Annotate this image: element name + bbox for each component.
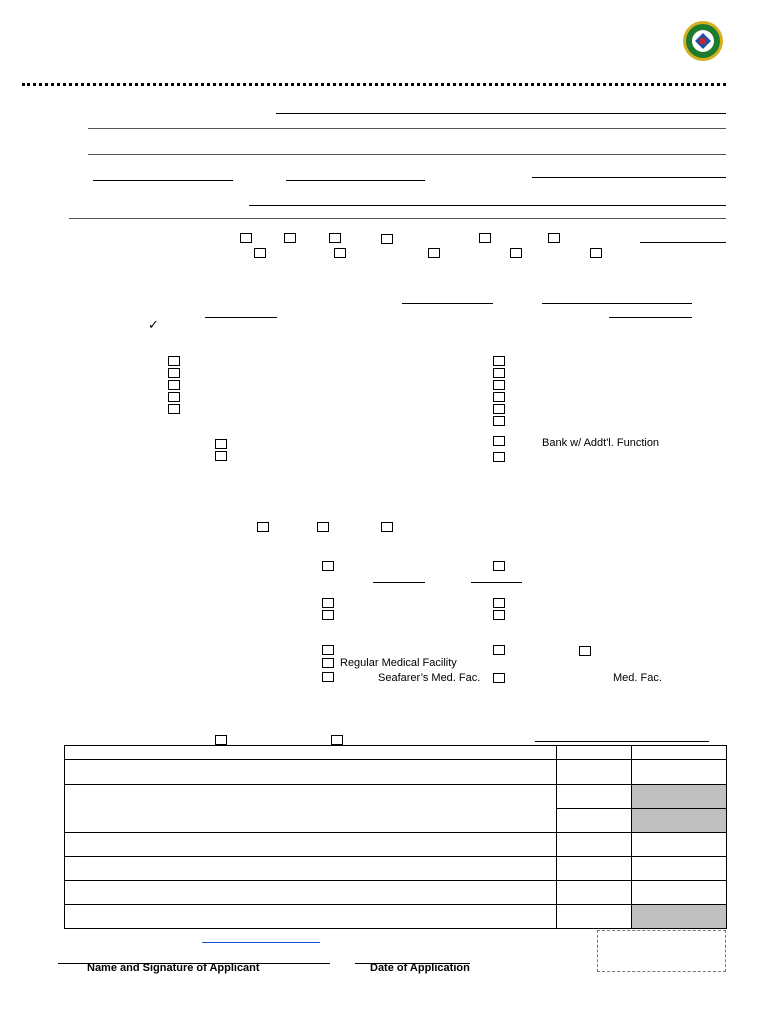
field-line-region[interactable] xyxy=(532,177,726,178)
table-cell-shaded xyxy=(632,905,727,929)
service-checkbox[interactable] xyxy=(168,404,180,414)
field-line-validity[interactable] xyxy=(542,303,692,304)
medical-checkbox[interactable] xyxy=(579,646,591,656)
classification-checkbox[interactable] xyxy=(381,234,393,244)
date-of-application-label: Date of Application xyxy=(370,962,470,974)
service-checkbox[interactable] xyxy=(215,451,227,461)
field-line-facility-name[interactable] xyxy=(276,113,726,114)
table-row xyxy=(65,905,727,929)
ownership-checkbox[interactable] xyxy=(381,522,393,532)
table-cell[interactable] xyxy=(632,760,727,785)
service-checkbox[interactable] xyxy=(493,356,505,366)
medical-checkbox[interactable] xyxy=(493,561,505,571)
medical-checkbox[interactable] xyxy=(322,561,334,571)
classification-checkbox[interactable] xyxy=(284,233,296,243)
table-cell xyxy=(65,857,557,881)
receiving-stamp-box xyxy=(597,930,726,972)
field-line-others-specify[interactable] xyxy=(640,242,726,243)
table-row xyxy=(65,760,727,785)
service-checkbox[interactable] xyxy=(168,356,180,366)
medical-checkbox[interactable] xyxy=(322,610,334,620)
classification-checkbox[interactable] xyxy=(254,248,266,258)
service-checkbox[interactable] xyxy=(493,392,505,402)
table-cell[interactable] xyxy=(632,857,727,881)
medical-checkbox[interactable] xyxy=(493,645,505,655)
bank-additional-function-checkbox[interactable] xyxy=(493,436,505,446)
table-cell[interactable] xyxy=(557,881,632,905)
medical-checkbox[interactable] xyxy=(493,598,505,608)
field-line-province[interactable] xyxy=(286,180,425,181)
table-row xyxy=(65,881,727,905)
service-checkbox[interactable] xyxy=(493,380,505,390)
classification-checkbox[interactable] xyxy=(240,233,252,243)
table-cell[interactable] xyxy=(557,785,632,809)
bank-additional-function-label: Bank w/ Addt'l. Function xyxy=(542,437,660,449)
field-line-date-issued[interactable] xyxy=(205,317,277,318)
service-checkbox[interactable] xyxy=(493,416,505,426)
table-cell[interactable] xyxy=(632,833,727,857)
table-row xyxy=(65,833,727,857)
service-checkbox[interactable] xyxy=(168,392,180,402)
field-line-city[interactable] xyxy=(93,180,233,181)
table-row xyxy=(65,785,727,809)
applicant-signature-label: Name and Signature of Applicant xyxy=(87,962,260,974)
classification-checkbox[interactable] xyxy=(479,233,491,243)
ownership-checkbox[interactable] xyxy=(257,522,269,532)
table-cell xyxy=(65,881,557,905)
table-cell xyxy=(557,746,632,760)
table-cell-shaded xyxy=(632,785,727,809)
table-cell[interactable] xyxy=(557,760,632,785)
service-checkbox[interactable] xyxy=(493,368,505,378)
classification-checkbox[interactable] xyxy=(329,233,341,243)
classification-checkbox[interactable] xyxy=(510,248,522,258)
section-divider xyxy=(69,218,726,219)
field-line-payment-reference[interactable] xyxy=(535,741,709,742)
service-checkbox[interactable] xyxy=(168,380,180,390)
seafarer-medical-facility-checkbox[interactable] xyxy=(322,672,334,682)
table-row xyxy=(65,857,727,881)
payment-checkbox[interactable] xyxy=(331,735,343,745)
table-cell[interactable] xyxy=(557,857,632,881)
table-cell[interactable] xyxy=(632,881,727,905)
table-cell[interactable] xyxy=(557,809,632,833)
table-cell xyxy=(65,905,557,929)
seafarer-medical-facility-label: Seafarer’s Med. Fac. xyxy=(378,672,481,684)
classification-checkbox[interactable] xyxy=(428,248,440,258)
table-cell[interactable] xyxy=(557,833,632,857)
field-line-medical-b[interactable] xyxy=(471,582,522,583)
service-checkbox[interactable] xyxy=(215,439,227,449)
table-cell-shaded xyxy=(632,809,727,833)
regular-medical-facility-label: Regular Medical Facility xyxy=(340,657,457,669)
medical-checkbox[interactable] xyxy=(493,610,505,620)
service-checkbox[interactable] xyxy=(493,452,505,462)
table-cell xyxy=(632,746,727,760)
header-divider xyxy=(22,83,726,86)
medical-facility-label: Med. Fac. xyxy=(613,672,662,684)
table-cell xyxy=(65,746,557,760)
field-line-license-number[interactable] xyxy=(402,303,493,304)
table-row xyxy=(65,746,727,760)
classification-checkbox[interactable] xyxy=(334,248,346,258)
check-mark-icon: ✓ xyxy=(148,317,159,332)
department-seal-logo xyxy=(682,20,724,62)
email-link-underline[interactable] xyxy=(202,942,320,943)
table-cell xyxy=(65,760,557,785)
regular-medical-facility-checkbox[interactable] xyxy=(322,658,334,668)
field-line-expiry[interactable] xyxy=(609,317,692,318)
medical-checkbox[interactable] xyxy=(322,598,334,608)
classification-checkbox[interactable] xyxy=(590,248,602,258)
field-line-address-2[interactable] xyxy=(88,154,726,155)
service-checkbox[interactable] xyxy=(168,368,180,378)
table-cell xyxy=(65,785,557,833)
fee-table xyxy=(64,745,727,929)
medical-checkbox[interactable] xyxy=(322,645,334,655)
table-cell[interactable] xyxy=(557,905,632,929)
payment-checkbox[interactable] xyxy=(215,735,227,745)
ownership-checkbox[interactable] xyxy=(317,522,329,532)
field-line-medical-a[interactable] xyxy=(373,582,425,583)
table-cell xyxy=(65,833,557,857)
field-line-owner[interactable] xyxy=(249,205,726,206)
classification-checkbox[interactable] xyxy=(548,233,560,243)
medical-checkbox[interactable] xyxy=(493,673,505,683)
service-checkbox[interactable] xyxy=(493,404,505,414)
field-line-address-1[interactable] xyxy=(88,128,726,129)
